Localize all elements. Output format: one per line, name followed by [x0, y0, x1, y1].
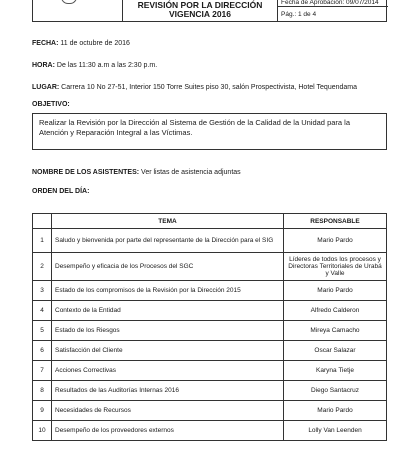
objetivo-label: OBJETIVO: — [32, 101, 70, 108]
table-row — [33, 361, 387, 381]
row-responsable: Líderes de todos los procesos y Directoras Territoriales de Urabá y Valle — [284, 253, 387, 281]
header-title-cell — [123, 0, 278, 21]
row-tema: Acciones Correctivas — [52, 361, 284, 381]
page-number: Pág.: 1 de 4 — [281, 11, 317, 18]
logo-icon — [61, 0, 77, 4]
asistentes-value: Ver listas de asistencia adjuntas — [139, 169, 241, 176]
row-number: 1 — [33, 229, 52, 253]
row-responsable: Mario Pardo — [284, 401, 387, 421]
table-row — [33, 253, 387, 281]
lugar-label: LUGAR: — [32, 84, 60, 91]
lugar-field — [32, 83, 392, 92]
header-meta-cell — [278, 0, 388, 21]
row-tema: Necesidades de Recursos — [52, 401, 284, 421]
row-tema: Contexto de la Entidad — [52, 301, 284, 321]
hora-label: HORA: — [32, 62, 55, 69]
row-number: 2 — [33, 253, 52, 281]
row-responsable: Oscar Salazar — [284, 341, 387, 361]
lugar-value: Carrera 10 No 27-51, Interior 150 Torre Suites piso 30, salón Prospectivista, Hotel Tequendama — [59, 84, 358, 91]
doc-title: REVISIÓN POR LA DIRECCIÓN VIGENCIA 2016 — [137, 0, 263, 19]
row-responsable: Lolly Van Leenden — [284, 421, 387, 441]
row-tema: Satisfacción del Cliente — [52, 341, 284, 361]
table-row — [33, 321, 387, 341]
row-tema: Saludo y bienvenida por parte del representante de la Dirección para el SIG — [52, 229, 284, 253]
objetivo-text: Realizar la Revisión por la Dirección al Sistema de Gestión de la Calidad de la Unidad para la Atención y Reparación Integral a las Víctimas. — [39, 118, 350, 137]
orden-label: ORDEN DEL DÍA: — [32, 188, 90, 195]
approval-date: Fecha de Aprobación: 09/07/2014 — [278, 0, 388, 7]
agenda-tema-header: TEMA — [52, 214, 284, 229]
agenda-table — [32, 213, 387, 441]
row-tema: Desempeño y eficacia de los Procesos del SGC — [52, 253, 284, 281]
row-responsable: Diego Santacruz — [284, 381, 387, 401]
row-responsable: Mario Pardo — [284, 281, 387, 301]
row-number: 5 — [33, 321, 52, 341]
table-row — [33, 341, 387, 361]
objetivo-box — [32, 113, 387, 150]
table-row — [33, 229, 387, 253]
row-number: 3 — [33, 281, 52, 301]
orden-heading — [32, 187, 89, 196]
row-responsable: Mario Pardo — [284, 229, 387, 253]
asistentes-label: NOMBRE DE LOS ASISTENTES: — [32, 169, 140, 176]
asistentes-field — [32, 168, 241, 177]
row-number: 7 — [33, 361, 52, 381]
table-row — [33, 401, 387, 421]
agenda-header-row — [33, 214, 387, 229]
row-tema: Estado de los Riesgos — [52, 321, 284, 341]
table-row — [33, 381, 387, 401]
logo-cell — [33, 0, 123, 21]
table-row — [33, 301, 387, 321]
hora-field — [32, 61, 157, 70]
row-tema: Resultados de las Auditorías Internas 2016 — [52, 381, 284, 401]
objetivo-heading — [32, 100, 70, 109]
row-number: 6 — [33, 341, 52, 361]
fecha-field — [32, 39, 130, 48]
agenda-num-header — [33, 214, 52, 229]
fecha-label: FECHA: — [32, 40, 59, 47]
row-number: 4 — [33, 301, 52, 321]
row-number: 9 — [33, 401, 52, 421]
agenda-responsable-header: RESPONSABLE — [284, 214, 387, 229]
hora-value: De las 11:30 a.m a las 2:30 p.m. — [54, 62, 158, 69]
row-responsable: Karyna Tietje — [284, 361, 387, 381]
table-row — [33, 421, 387, 441]
table-row — [33, 281, 387, 301]
row-responsable: Alfredo Calderon — [284, 301, 387, 321]
row-tema: Desempeño de los proveedores externos — [52, 421, 284, 441]
row-number: 10 — [33, 421, 52, 441]
fecha-value: 11 de octubre de 2016 — [58, 40, 130, 47]
document-header — [32, 0, 387, 22]
row-number: 8 — [33, 381, 52, 401]
row-responsable: Mireya Camacho — [284, 321, 387, 341]
row-tema: Estado de los compromisos de la Revisión por la Dirección 2015 — [52, 281, 284, 301]
